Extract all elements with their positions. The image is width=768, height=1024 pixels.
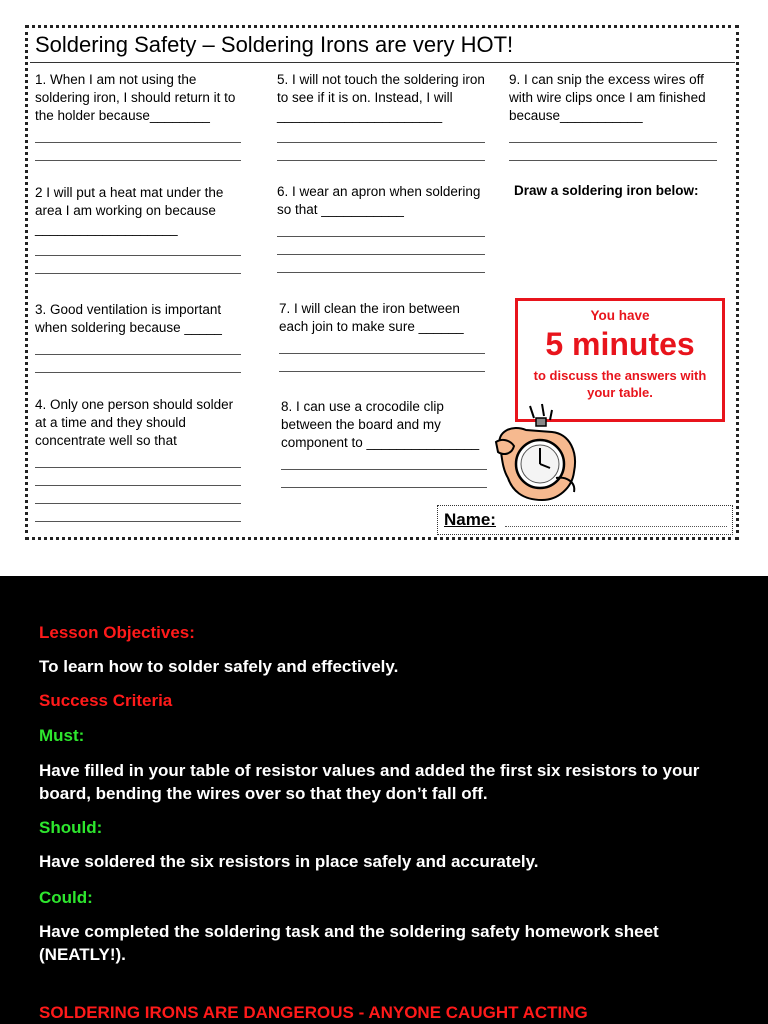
answer-line [277,143,485,161]
timer-minutes: 5 minutes [545,326,695,362]
answer-line [277,237,485,255]
answer-line [35,450,241,468]
timer-bottom-text: to discuss the answers with your table. [533,368,707,400]
question-5-text: 5. I will not touch the soldering iron to see if it is on. Instead, I will ______________________ [277,72,485,123]
question-6-text: 6. I wear an apron when soldering so that ___________ [277,184,481,217]
could-text: Have completed the soldering task and the soldering safety homework sheet (NEATLY!). [39,922,659,964]
answer-line [35,143,241,161]
answer-line [281,452,487,470]
answer-line [35,337,241,355]
should-heading: Should: [39,818,103,837]
answer-line [35,256,241,274]
answer-line [35,486,241,504]
objective-text: To learn how to solder safely and effectively. [39,657,399,676]
name-label: Name: [444,510,496,529]
question-2-text: 2 I will put a heat mat under the area I am working on because ___________________ [35,185,224,236]
draw-prompt: Draw a soldering iron below: [514,183,699,198]
question-8-text: 8. I can use a crocodile clip between the board and my component to _______________ [281,399,480,450]
should-text: Have soldered the six resistors in place safely and accurately. [39,852,539,871]
answer-line [35,238,241,256]
answer-line [35,468,241,486]
question-2 [35,184,247,274]
lesson-slide [0,576,768,1024]
answer-line [277,219,485,237]
warning-text: SOLDERING IRONS ARE DANGEROUS - ANYONE CAUGHT ACTING [39,1003,588,1022]
question-4 [35,396,247,522]
success-criteria-heading: Success Criteria [39,691,173,710]
question-1 [35,71,247,161]
must-heading: Must: [39,726,85,745]
question-9 [509,71,723,161]
answer-line [35,125,241,143]
name-line [505,526,727,527]
question-3-text: 3. Good ventilation is important when soldering because _____ [35,302,222,335]
timer-top-text: You have [590,308,650,323]
could-heading: Could: [39,888,93,907]
stopwatch-icon [492,402,582,504]
answer-line [281,470,487,488]
answer-line [279,336,485,354]
question-9-text: 9. I can snip the excess wires off with wire clips once I am finished because___________ [509,72,706,123]
title-divider [30,62,735,63]
question-1-text: 1. When I am not using the soldering iron, I should return it to the holder because________ [35,72,236,123]
question-7-text: 7. I will clean the iron between each join to make sure ______ [279,301,464,334]
answer-line [277,255,485,273]
objectives-heading: Lesson Objectives: [39,623,195,642]
answer-line [509,143,717,161]
question-7 [279,300,491,372]
question-5 [277,71,491,161]
question-6 [277,183,491,273]
must-text: Have filled in your table of resistor values and added the first six resistors to your board, bending the wires over so that they don’t fall off. [39,761,700,803]
answer-line [35,355,241,373]
answer-line [277,125,485,143]
question-8 [281,398,493,488]
answer-line [35,504,241,522]
worksheet-title: Soldering Safety – Soldering Irons are very HOT! [35,32,514,57]
answer-line [279,354,485,372]
question-4-text: 4. Only one person should solder at a time and they should concentrate well so that [35,397,234,448]
question-3 [35,301,247,373]
answer-line [509,125,717,143]
